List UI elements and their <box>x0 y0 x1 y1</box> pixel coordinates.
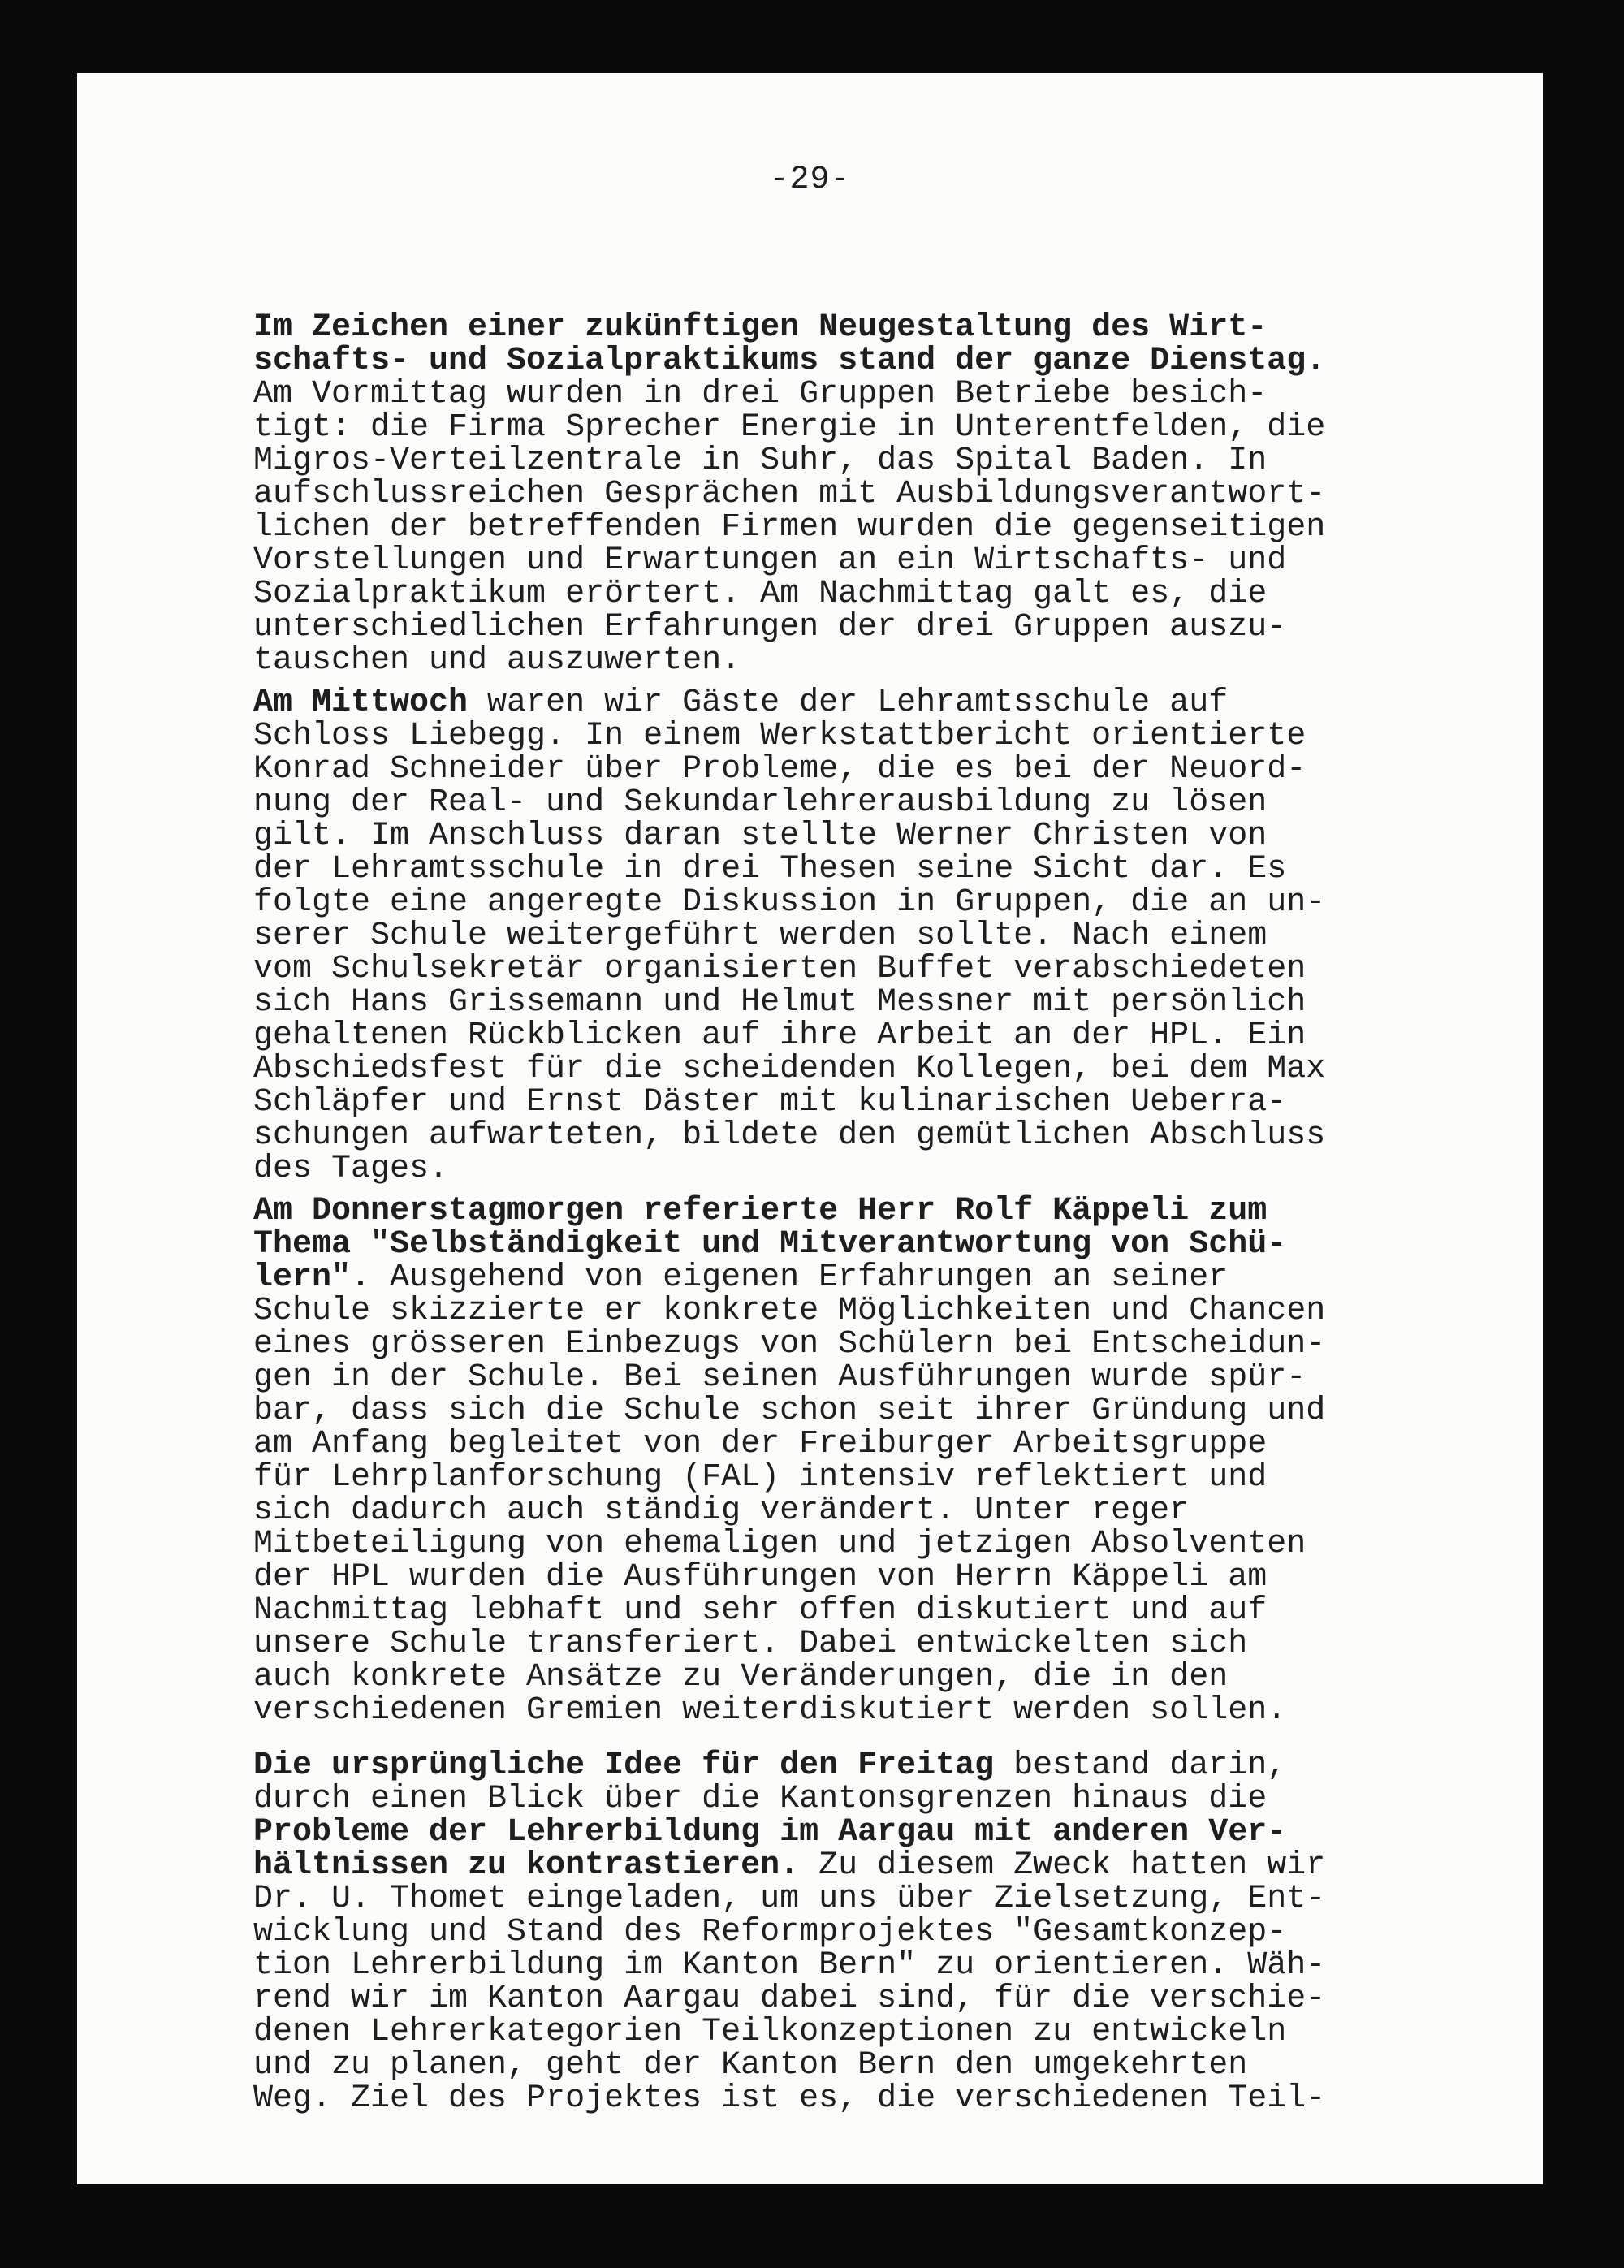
text-line <box>253 1019 1406 1052</box>
document-page <box>77 73 1543 2184</box>
bold-text-segment: Probleme der Lehrerbildung im Aargau mit anderen Ver- <box>253 1814 1287 1851</box>
text-segment: auch konkrete Ansätze zu Veränderungen, die in den <box>253 1659 1229 1696</box>
text-segment: unterschiedlichen Erfahrungen der drei Gruppen auszu- <box>253 609 1287 646</box>
text-segment: Konrad Schneider über Probleme, die es bei der Neuord- <box>253 751 1307 788</box>
text-segment: Vorstellungen und Erwartungen an ein Wirtschafts- und <box>253 542 1287 579</box>
text-line <box>253 686 1406 719</box>
text-segment: folgte eine angeregte Diskussion in Gruppen, die an un- <box>253 884 1326 921</box>
text-line <box>253 786 1406 819</box>
text-line <box>253 1694 1406 1727</box>
text-line <box>253 1328 1406 1361</box>
text-segment: tauschen und auszuwerten. <box>253 642 741 679</box>
text-line <box>253 444 1406 477</box>
paragraph <box>253 1749 1406 2115</box>
text-line <box>253 1052 1406 1086</box>
text-line <box>253 1882 1406 1916</box>
text-line <box>253 1982 1406 2015</box>
text-segment: Dr. U. Thomet eingeladen, um uns über Zielsetzung, Ent- <box>253 1881 1326 1917</box>
text-segment: denen Lehrerkategorien Teilkonzeptionen zu entwickeln <box>253 2014 1287 2050</box>
text-line <box>253 1194 1406 1228</box>
text-line <box>253 344 1406 378</box>
text-segment: durch einen Blick über die Kantonsgrenzen hinaus die <box>253 1781 1268 1817</box>
text-line <box>253 753 1406 786</box>
text-segment: serer Schule weitergeführt werden sollte. Nach einem <box>253 918 1268 954</box>
text-line <box>253 378 1406 411</box>
page-number: -29- <box>769 162 851 198</box>
text-line <box>253 1294 1406 1328</box>
text-line <box>253 2015 1406 2049</box>
text-line <box>253 919 1406 953</box>
text-line <box>253 1849 1406 1882</box>
text-line <box>253 1261 1406 1294</box>
paragraph <box>253 311 1406 677</box>
text-segment: Am Vormittag wurden in drei Gruppen Betriebe besich- <box>253 376 1268 413</box>
text-line <box>253 986 1406 1019</box>
text-line <box>253 1086 1406 1119</box>
text-line <box>253 1561 1406 1594</box>
text-segment: verschiedenen Gremien weiterdiskutiert werden sollen. <box>253 1692 1287 1729</box>
bold-text-segment: Am Donnerstagmorgen referierte Herr Rolf Käppeli zum <box>253 1193 1268 1229</box>
text-line <box>253 1782 1406 1816</box>
bold-text-segment: Im Zeichen einer zukünftigen Neugestaltung des Wirt- <box>253 309 1268 346</box>
text-line <box>253 1428 1406 1461</box>
text-segment: sich Hans Grissemann und Helmut Messner mit persönlich <box>253 984 1307 1021</box>
bold-text-segment: schafts- und Sozialpraktikums stand der ganze Dienstag. <box>253 343 1326 379</box>
text-line <box>253 1916 1406 1949</box>
text-line <box>253 719 1406 753</box>
bold-text-segment: Die ursprüngliche Idee für den Freitag <box>253 1747 995 1784</box>
text-segment: tion Lehrerbildung im Kanton Bern" zu orientieren. Wäh- <box>253 1947 1326 1984</box>
text-segment: wicklung und Stand des Reformprojektes "Gesamtkonzep- <box>253 1914 1287 1950</box>
text-segment: Abschiedsfest für die scheidenden Kollegen, bei dem Max <box>253 1051 1326 1087</box>
text-line <box>253 411 1406 444</box>
text-segment: der HPL wurden die Ausführungen von Herrn Käppeli am <box>253 1559 1268 1596</box>
text-segment: sich dadurch auch ständig verändert. Unter reger <box>253 1493 1190 1529</box>
text-segment: Schläpfer und Ernst Däster mit kulinarischen Ueberra- <box>253 1084 1287 1121</box>
text-line <box>253 1594 1406 1627</box>
text-segment: eines grösseren Einbezugs von Schülern bei Entscheidun- <box>253 1326 1326 1363</box>
text-line <box>253 1494 1406 1527</box>
text-line <box>253 511 1406 544</box>
text-line <box>253 953 1406 986</box>
text-line <box>253 2049 1406 2082</box>
text-segment: Ausgehend von eigenen Erfahrungen an seiner <box>370 1259 1229 1296</box>
text-segment: Weg. Ziel des Projektes ist es, die verschiedenen Teil- <box>253 2080 1326 2117</box>
text-line <box>253 311 1406 344</box>
text-line <box>253 1394 1406 1428</box>
bold-text-segment: lern". <box>253 1259 371 1296</box>
text-line <box>253 853 1406 886</box>
text-segment: gehaltenen Rückblicken auf ihre Arbeit an der HPL. Ein <box>253 1017 1307 1054</box>
text-line <box>253 1661 1406 1694</box>
document-body <box>253 311 1406 2115</box>
text-line <box>253 1361 1406 1394</box>
text-segment: gilt. Im Anschluss daran stellte Werner Christen von <box>253 818 1268 854</box>
text-line <box>253 577 1406 611</box>
text-segment: gen in der Schule. Bei seinen Ausführungen wurde spür- <box>253 1359 1307 1396</box>
text-line <box>253 1152 1406 1186</box>
text-line <box>253 819 1406 853</box>
text-segment: rend wir im Kanton Aargau dabei sind, für die verschie- <box>253 1981 1326 2017</box>
text-line <box>253 477 1406 511</box>
text-line <box>253 644 1406 677</box>
text-segment: der Lehramtsschule in drei Thesen seine Sicht dar. Es <box>253 851 1287 888</box>
text-segment: nung der Real- und Sekundarlehrerausbildung zu lösen <box>253 784 1268 821</box>
text-line <box>253 1527 1406 1561</box>
text-segment: aufschlussreichen Gesprächen mit Ausbildungsverantwort- <box>253 476 1326 512</box>
text-segment: Sozialpraktikum erörtert. Am Nachmittag galt es, die <box>253 576 1268 612</box>
text-segment: lichen der betreffenden Firmen wurden die gegenseitigen <box>253 509 1326 546</box>
text-segment: Nachmittag lebhaft und sehr offen diskutiert und auf <box>253 1592 1268 1629</box>
text-line <box>253 1119 1406 1152</box>
text-segment: des Tages. <box>253 1151 449 1187</box>
text-segment: waren wir Gäste der Lehramtsschule auf <box>468 685 1229 721</box>
text-line <box>253 611 1406 644</box>
text-segment: und zu planen, geht der Kanton Bern den umgekehrten <box>253 2047 1248 2084</box>
text-segment: für Lehrplanforschung (FAL) intensiv reflektiert und <box>253 1459 1268 1496</box>
bold-text-segment: Am Mittwoch <box>253 685 469 721</box>
text-segment: unsere Schule transferiert. Dabei entwickelten sich <box>253 1626 1248 1662</box>
paragraph <box>253 686 1406 1186</box>
text-segment: tigt: die Firma Sprecher Energie in Unterentfelden, die <box>253 409 1326 446</box>
text-segment: Migros-Verteilzentrale in Suhr, das Spital Baden. In <box>253 443 1268 479</box>
text-segment: am Anfang begleitet von der Freiburger Arbeitsgruppe <box>253 1426 1268 1462</box>
text-line <box>253 1949 1406 1982</box>
text-segment: Zu diesem Zweck hatten wir <box>799 1847 1326 1884</box>
text-segment: vom Schulsekretär organisierten Buffet verabschiedeten <box>253 951 1307 987</box>
text-segment: Mitbeteiligung von ehemaligen und jetzigen Absolventen <box>253 1526 1307 1562</box>
text-line <box>253 1461 1406 1494</box>
text-segment: schungen aufwarteten, bildete den gemütlichen Abschluss <box>253 1117 1326 1154</box>
text-segment: Schule skizzierte er konkrete Möglichkeiten und Chancen <box>253 1293 1326 1329</box>
paragraph <box>253 1194 1406 1727</box>
text-line <box>253 1749 1406 1782</box>
text-segment: bar, dass sich die Schule schon seit ihrer Gründung und <box>253 1393 1326 1429</box>
text-line <box>253 2082 1406 2115</box>
text-line <box>253 1627 1406 1661</box>
bold-text-segment: Thema "Selbständigkeit und Mitverantwortung von Schü- <box>253 1226 1287 1263</box>
text-line <box>253 1228 1406 1261</box>
bold-text-segment: hältnissen zu kontrastieren. <box>253 1847 800 1884</box>
text-segment: Schloss Liebegg. In einem Werkstattbericht orientierte <box>253 718 1307 754</box>
text-line <box>253 1816 1406 1849</box>
text-line <box>253 886 1406 919</box>
text-segment: bestand darin, <box>994 1747 1287 1784</box>
text-line <box>253 544 1406 577</box>
